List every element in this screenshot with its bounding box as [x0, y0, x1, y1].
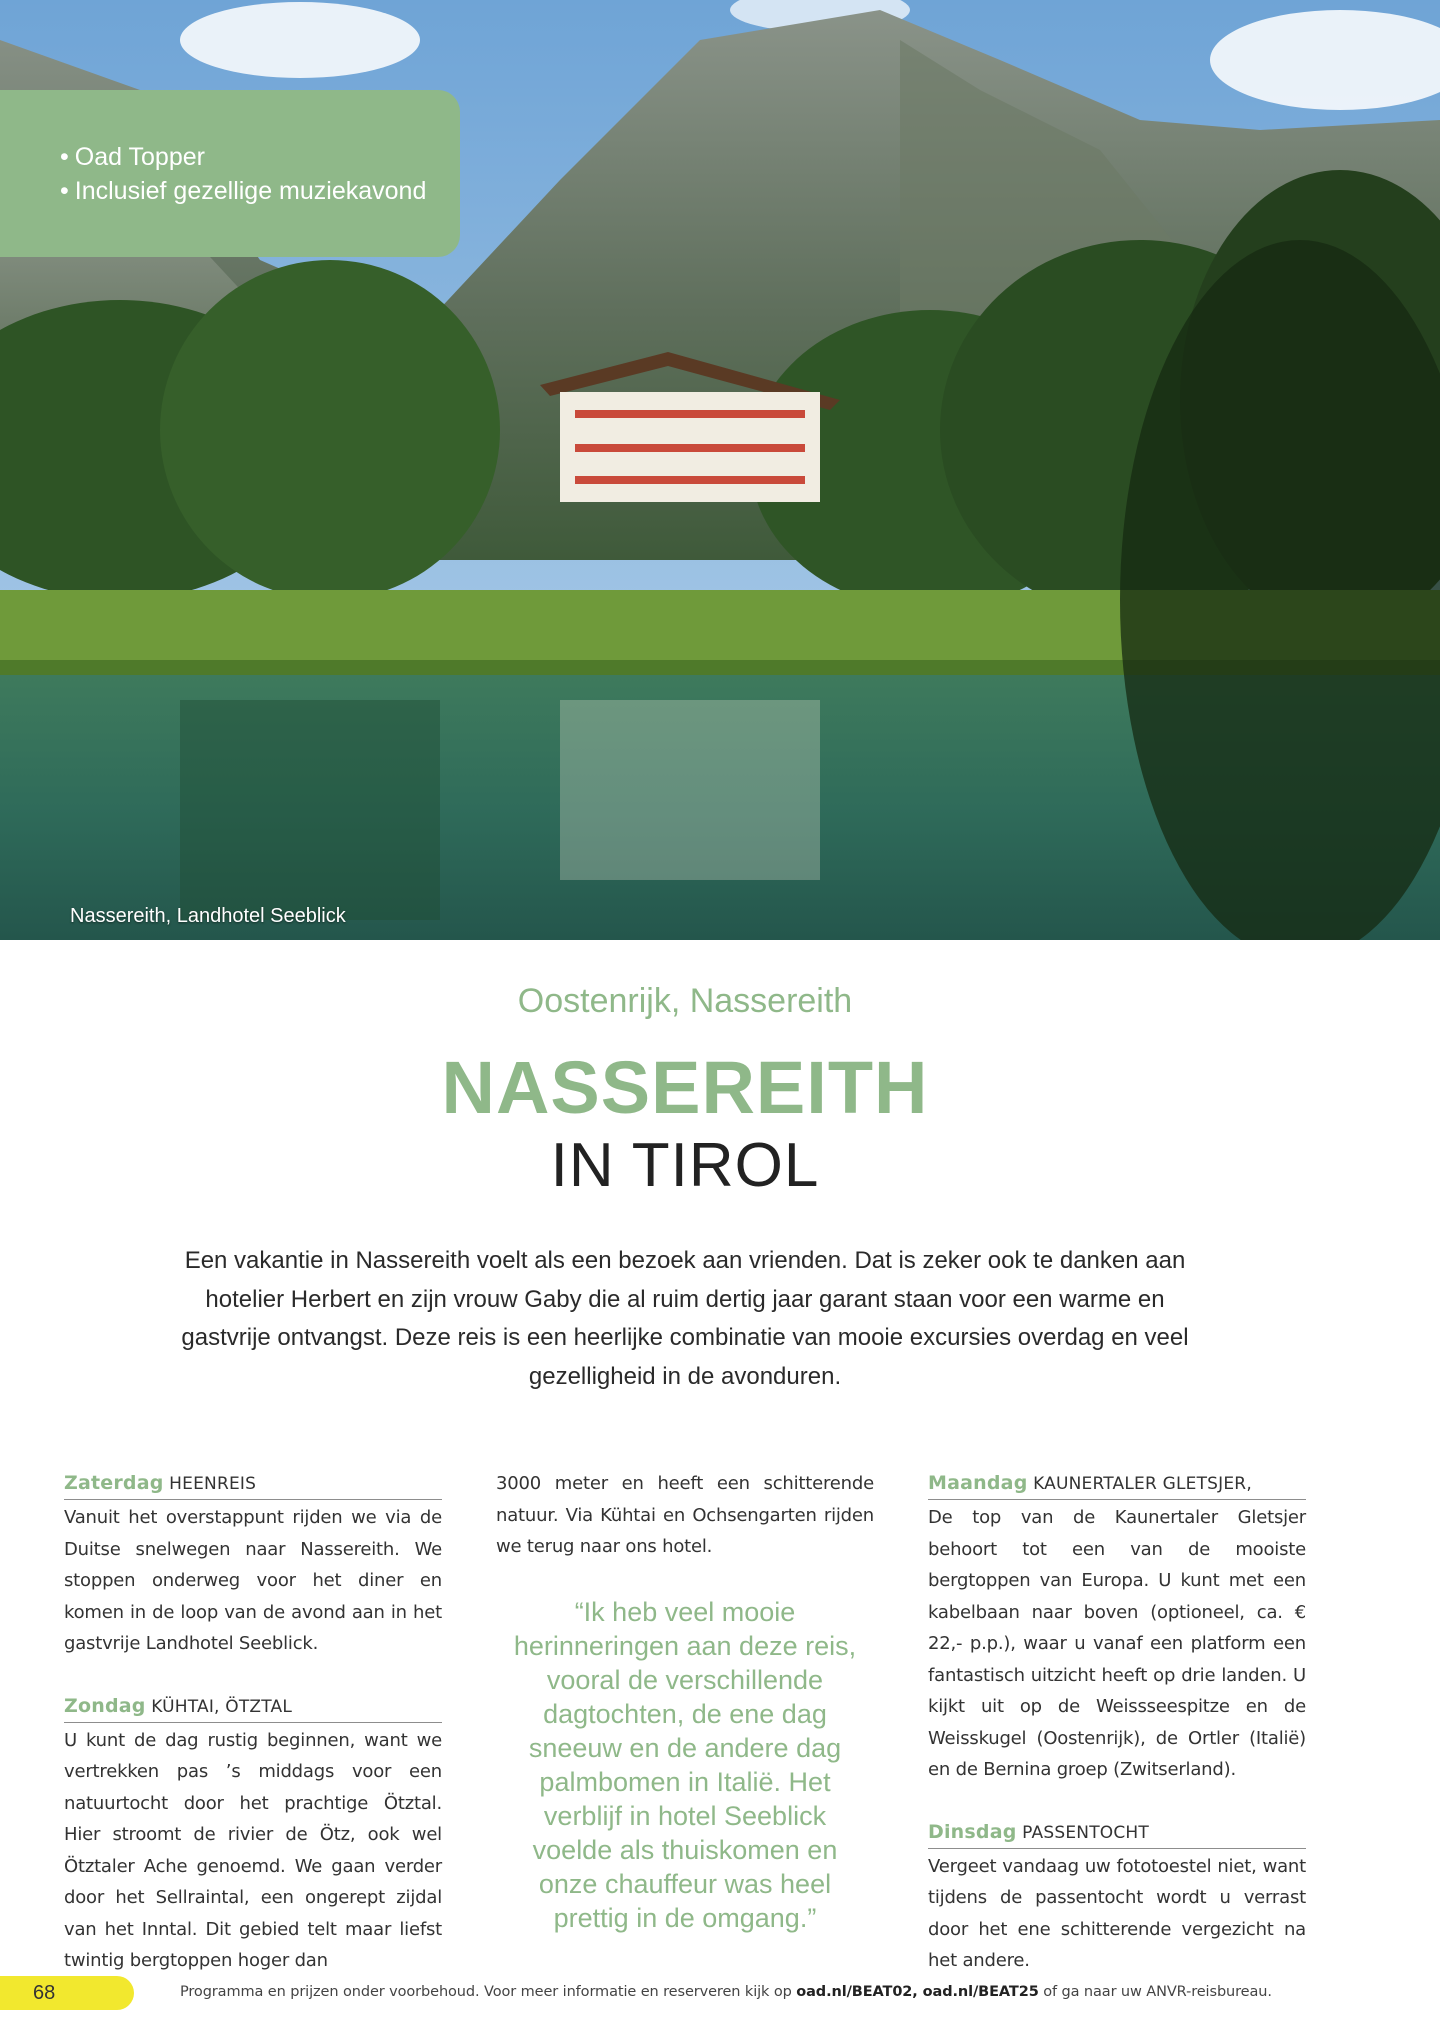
- column-3: [928, 1468, 1306, 1977]
- day-name: Dinsdag: [928, 1820, 1017, 1843]
- day-text: De top van de Kaunertaler Gletsjer behoort tot een van de mooiste bergtoppen van Europa. U kunt met een kabelbaan naar boven (optioneel, ca. € 22,- p.p.), waar u vanaf een platform een fantastisch uitzicht heeft op drie landen. U kijkt uit op de Weissseespitze en de Weisskugel (Oostenrijk), de Ortler (Italië) en de Bernina groep (Zwitserland).: [928, 1507, 1306, 1780]
- day-text-continued: 3000 meter en heeft een schitterende natuur. Via Kühtai en Ochsengarten rijden we terug naar ons hotel.: [496, 1473, 874, 1557]
- day-topic: PASSENTOCHT: [1022, 1822, 1149, 1843]
- highlights-list: [60, 140, 460, 208]
- page-number: 68: [0, 1976, 134, 2010]
- day-topic: HEENREIS: [169, 1474, 257, 1494]
- testimonial-quote: “Ik heb veel mooie herinneringen aan deze reis, vooral de verschillende dagtochten, de ene dag sneeuw en de andere dag palmbomen in Italië. Het verblijf in hotel Seeblick voelde als thuiskomen en onze chauffeur was heel prettig in de omgang.”: [513, 1596, 857, 1933]
- footer-text: Programma en prijzen onder voorbehoud. Voor meer informatie en reserveren kijk op: [180, 1984, 792, 2000]
- day-heading: [64, 1468, 442, 1500]
- highlight-item: • Oad Topper: [60, 140, 460, 174]
- location-kicker: Oostenrijk, Nassereith: [517, 982, 853, 1020]
- day-heading: [928, 1817, 1306, 1849]
- day-topic: KÜHTAI, ÖTZTAL: [151, 1696, 293, 1717]
- day-heading: [928, 1468, 1306, 1500]
- day-name: Zondag: [64, 1694, 146, 1717]
- day-topic: KAUNERTALER GLETSJER,: [1033, 1474, 1252, 1494]
- page-title: NASSEREITH: [441, 1046, 929, 1129]
- intro-paragraph: Een vakantie in Nassereith voelt als een bezoek aan vrienden. Dat is zeker ook te danken aan hotelier Herbert en zijn vrouw Gaby die al ruim dertig jaar garant staan voor een warme en gastvrije ontvangst. Deze reis is een heerlijke combinatie van mooie excursies overdag en veel gezelligheid in de avonduren.: [181, 1247, 1189, 1390]
- highlight-item: • Inclusief gezellige muziekavond: [60, 174, 460, 208]
- page-subtitle: IN TIROL: [550, 1131, 820, 1200]
- day-name: Zaterdag: [64, 1472, 164, 1494]
- footer-links[interactable]: oad.nl/BEAT02, oad.nl/BEAT25: [796, 1984, 1039, 2000]
- column-1: [64, 1468, 442, 1977]
- footer-text-end: of ga naar uw ANVR-reisbureau.: [1043, 1984, 1272, 2000]
- photo-caption: Nassereith, Landhotel Seeblick: [70, 905, 346, 927]
- day-text: Vergeet vandaag uw fototoestel niet, want tijdens de passentocht wordt u verrast door het ene schitterende vergezicht na het andere.: [928, 1855, 1306, 1971]
- footer-note: [180, 1984, 1272, 2000]
- highlights-badge: [0, 90, 460, 257]
- day-text: Vanuit het overstappunt rijden we via de Duitse snelwegen naar Nassereith. We stoppen onderweg voor het diner en komen in de loop van de avond aan in het gastvrije Landhotel Seeblick.: [64, 1507, 442, 1654]
- day-text: U kunt de dag rustig beginnen, want we vertrekken pas ’s middags voor een natuurtocht door het prachtige Ötztal. Hier stroomt de rivier de Ötz, ook wel Ötztaler Ache genoemd. We gaan verder door het Sellraintal, een ongerept zijdal van het Inntal. Dit gebied telt maar liefst twintig bergtoppen hoger dan: [64, 1729, 442, 1971]
- day-name: Maandag: [928, 1472, 1028, 1494]
- column-2: [496, 1468, 874, 1935]
- day-heading: [64, 1691, 442, 1723]
